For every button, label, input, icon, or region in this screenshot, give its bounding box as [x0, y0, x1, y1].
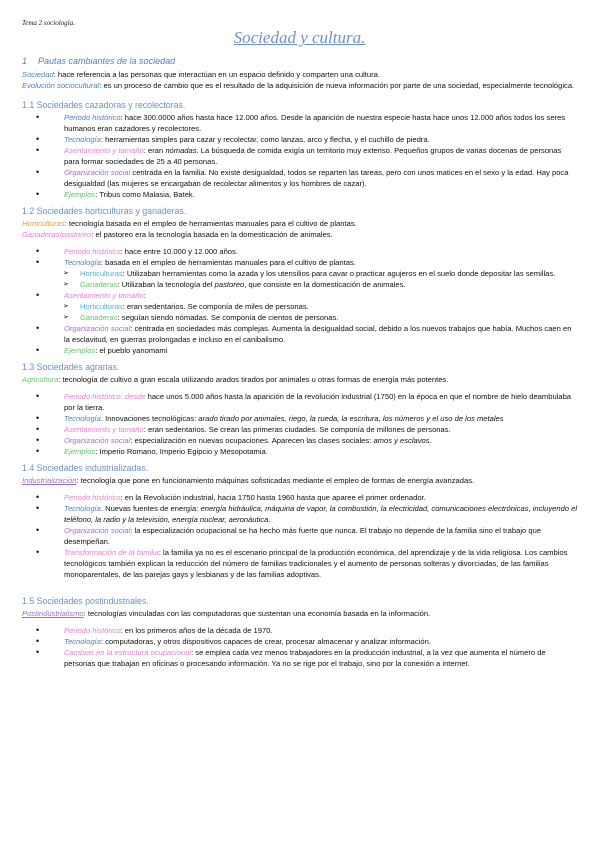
section-1-5-list — [22, 625, 578, 669]
list-item: • Tecnología. Nuevas fuentes de energía: energía hidráulica, máquina de vapor, la combustión, la electricidad, comunicaciones electrónicas, incluyendo el teléfono, la radio y la televisión, energía nuclear, aeronáutica. — [22, 503, 578, 525]
sub-list-item: ➢ Ganaderas: Utilizaban la tecnología del pastoreo, que consiste en la domesticación de animales. — [22, 279, 578, 290]
list-item: • Ejemplos: Imperio Romano, Imperio Egipcio y Mesopotamia. — [22, 446, 578, 457]
list-item: • Periodo histórico: en la Revolución industrial, hacia 1750 hasta 1960 hasta que aparee el primer ordenador. — [22, 492, 578, 503]
list-item: • Transformación de la familia: la familia ya no es el escenario principal de la producción económica, del aprendizaje y de la vida religiosa. Los cambios tecnológicos también explican la reducción del número de familias tradicionales y el aumento de personas solteras y divorciadas, de las familias monoparentales, de las parejas gays y lesbianas y de las familias adoptivas. — [22, 547, 578, 580]
list-item: • Periodo histórico: hace entre 10.000 y 12.000 años. — [22, 246, 578, 257]
sub-list-item: ➢ Ganaderas: seguían siendo nómadas. Se componía de cientos de personas. — [22, 312, 578, 323]
list-item: • Periodo histórico: hace 300.0000 años hasta hace 12.000 años. Desde la aparición de nuestra especie hasta hace unos 12.000 años todos los seres humanos eran cazadores y recolectores. — [22, 112, 578, 134]
section-1-5-heading: 1.5 Sociedades postindustriales. — [22, 596, 149, 606]
section-1-3-heading: 1.3 Sociedades agrarias. — [22, 362, 120, 372]
definition-ganaderas: Ganaderas/pastoreo: el pastoreo era la tecnología basada en la domesticación de animales. — [22, 230, 333, 239]
section-1-2-list — [22, 246, 578, 356]
list-item: • Tecnología: basada en el empleo de herramientas manuales para el cultivo de plantas. ➢ Horticulturas: Utilizaban herramientas como la azada y los utensilios para cavar o practicar agujeros en el suelo donde depositar las semillas. ➢ Ganaderas: Utilizaban la tecnología del pastoreo, que consiste en la domesticación de animales. — [22, 257, 578, 290]
document-body — [22, 56, 578, 669]
sub-list — [22, 268, 578, 290]
definition-agricultura: Agricultura: tecnología de cultivo a gran escala utilizando arados tirados por animales u otras formas de energía más potentes. — [22, 375, 449, 384]
sub-list — [22, 301, 578, 323]
list-item: • Periodo histórico: en los primeros años de la década de 1970. — [22, 625, 578, 636]
list-item: • Organización social: centrada en sociedades más complejas. Aumenta la desigualdad social, debido a los nuevos trabajos que había. Muchos caen en la esclavitud, en guerras prolongadas e incluso en el canibalismo. — [22, 323, 578, 345]
definition-horticulturas: Horticulturas: tecnología basada en el empleo de herramientas manuales para el cultivo de plantas. — [22, 219, 357, 228]
list-item: • Ejemplos: el pueblo yanomami — [22, 345, 578, 356]
list-item: • Organización social: la especialización ocupacional se ha hecho más fuerte que nunca. El trabajo no depende de la familia sino el trabajo que desempeñan. — [22, 525, 578, 547]
list-item: • Organización social centrada en la familia. No existe desigualdad, todos se reparten las tareas, pero con unos matices en el sexo y la edad. Hay poca desigualdad (las mujeres se encargaban de recolectar alimentos y los hombres de cazar). — [22, 167, 578, 189]
section-1-4-list — [22, 492, 578, 580]
section-1-3-list — [22, 391, 578, 457]
section-1-1-heading: 1.1 Sociedades cazadoras y recolectoras. — [22, 100, 186, 110]
page-header: Tema 2 sociología. — [22, 19, 75, 27]
section-1-1-list — [22, 112, 578, 200]
document-title: Sociedad y cultura. — [233, 28, 366, 47]
sub-list-item: ➢ Horticulturas: Utilizaban herramientas como la azada y los utensilios para cavar o practicar agujeros en el suelo donde depositar las semillas. — [22, 268, 578, 279]
list-item: • Asentamiento y tamaño: eran sedentarios. Se crean las primeras ciudades. Se componía de millones de personas. — [22, 424, 578, 435]
definition-evolucion: Evolución sociocultural: es un proceso de cambio que es el resultado de la adquisición de nueva información por parte de una sociedad, especialmente tecnológica. — [22, 81, 575, 90]
section-1-heading: 1 Pautas cambiantes de la sociedad — [22, 56, 176, 66]
list-item: • Tecnología: computadoras, y otros dispositivos capaces de crear, procesar almacenar y analizar información. — [22, 636, 578, 647]
definition-postindustrialismo: Postindustrialismo: tecnologías vinculadas con las computadoras que sustentan una economía basada en la información. — [22, 609, 431, 618]
list-item: • Organización social: especialización en nuevas ocupaciones. Aparecen las clases sociales: amos y esclavos. — [22, 435, 578, 446]
definition-sociedad: Sociedad: hace referencia a las personas que interactúan en un espacio definido y comparten una cultura. — [22, 70, 380, 79]
list-item: • Cambios en la estructura ocupacional: se emplea cada vez menos trabajadores en la producción industrial, a la vez que aumenta el número de personas que trabajan en oficinas o procesando información. Ya no se rige por el trabajo, sino por la conexión a internet. — [22, 647, 578, 669]
section-1-2-heading: 1.2 Sociedades horticulturas y ganaderas. — [22, 206, 187, 216]
definition-industrializacion: Industrialización: tecnología que pone en funcionamiento máquinas sofisticadas mediante el empleo de formas de energía avanzadas. — [22, 476, 475, 485]
section-1-4-heading: 1.4 Sociedades industrializadas. — [22, 463, 149, 473]
list-item: • Tecnología. Innovaciones tecnológicas: arado tirado por animales, riego, la rueda, la escritura, los números y el uso de los metales — [22, 413, 578, 424]
list-item: • Asentamiento y tamaño: eran nómadas. La búsqueda de comida exigía un territorio muy extenso. Pequeños grupos de varias docenas de personas para formar sociedades de 25 a 40 personas. — [22, 145, 578, 167]
list-item: • Asentamiento y tamaño: ➢ Horticultoras: eran sedentarios. Se componía de miles de personas. ➢ Ganaderas: seguían siendo nómadas. Se componía de cientos de personas. — [22, 290, 578, 323]
sub-list-item: ➢ Horticultoras: eran sedentarios. Se componía de miles de personas. — [22, 301, 578, 312]
list-item: • Ejemplos: Tribus como Malasia, Batek. — [22, 189, 578, 200]
list-item: • Periodo histórico: desde hace unos 5.000 años hasta la aparición de la revolución industrial (1750) en la época en que el nombre de hielo deambulaba por la tierra. — [22, 391, 578, 413]
list-item: • Tecnología: herramientas simples para cazar y recolectar, como lanzas, arco y flecha, y el cuchillo de piedra. — [22, 134, 578, 145]
